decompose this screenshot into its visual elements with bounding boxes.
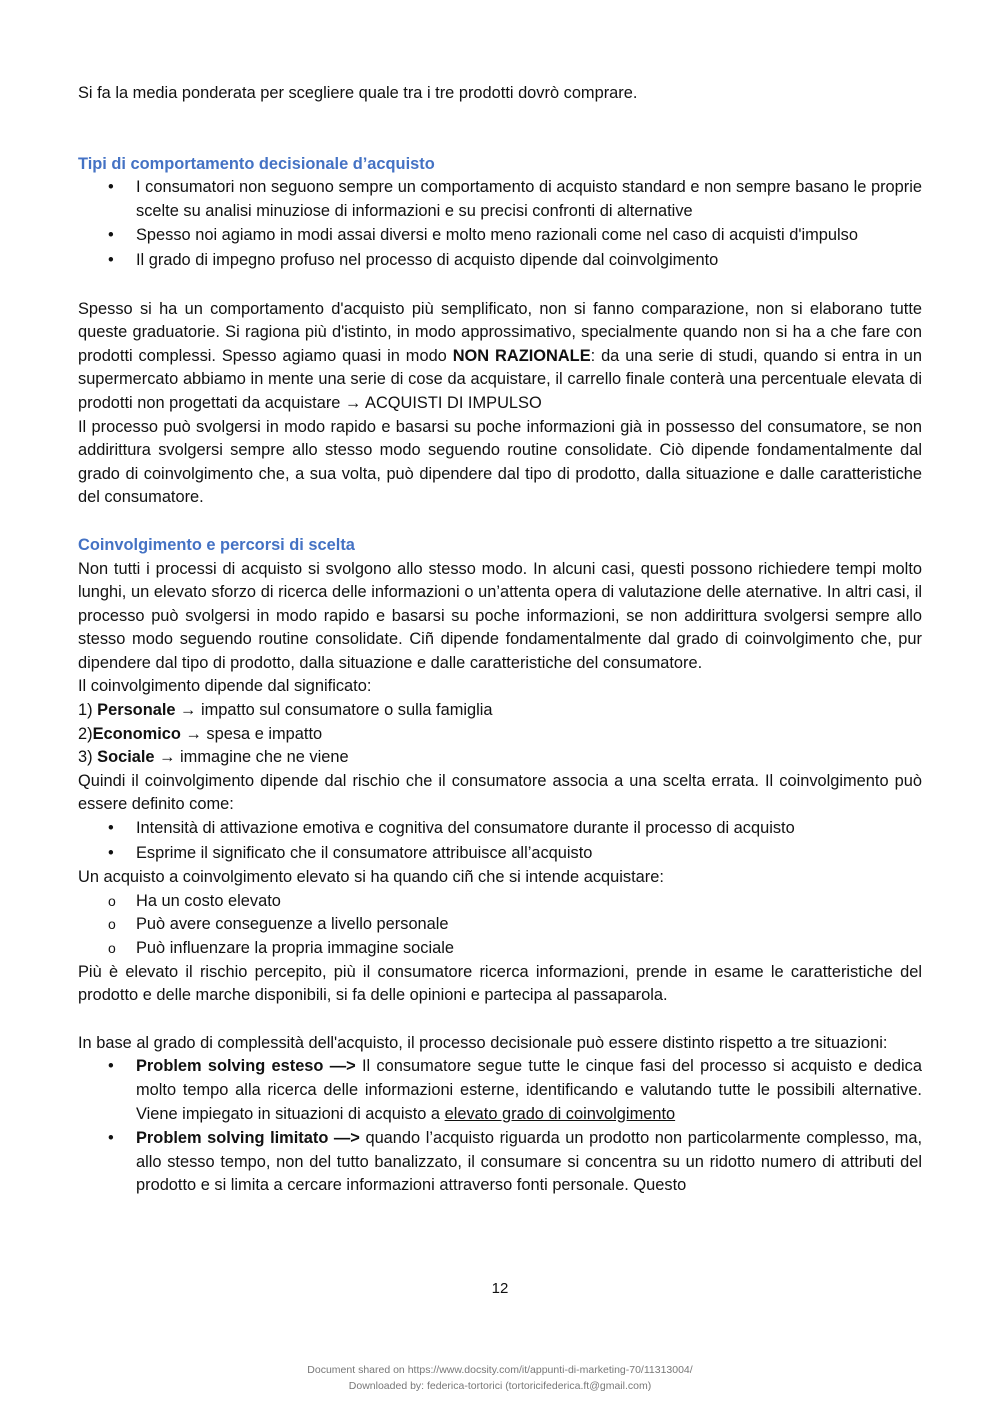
bullet-icon: •: [108, 819, 114, 838]
section-heading-involvement: Coinvolgimento e percorsi di scelta: [78, 535, 355, 554]
risk-paragraph: Quindi il coinvolgimento dipende dal rischio che il consumatore associa a una scelta errata. Il coinvolgimento può essere definito come:: [78, 771, 922, 814]
bullet-icon: •: [108, 226, 114, 245]
list-item: • Intensità di attivazione emotiva e cognitiva del consumatore durante il processo di acquisto: [78, 817, 922, 841]
list-item: • Problem solving limitato —> quando l’acquisto riguarda un prodotto non particolarmente complesso, ma, allo stesso tempo, non del tutto banalizzato, il consumare si concentra su un ridotto numero di attributi del prodotto e si limita a cercare informazioni attraverso fonti personale. Questo: [108, 1129, 923, 1195]
perceived-risk-paragraph: Più è elevato il rischio percepito, più il consumatore ricerca informazioni, prende in esame le caratteristiche del prodotto e delle marche disponibili, si fa delle opinioni e partecipa al passaparola.: [78, 962, 922, 1005]
bullet-icon: •: [108, 843, 114, 862]
bullet-icon: •: [108, 1057, 114, 1076]
circle-bullet-icon: o: [108, 940, 116, 956]
complexity-paragraph: In base al grado di complessità dell'acquisto, il processo decisionale può essere distinto rispetto a tre situazioni:: [78, 1033, 888, 1052]
impulse-paragraph: Spesso si ha un comportamento d'acquisto più semplificato, non si fanno comparazione, non si elaborano tutte queste graduatorie. Si ragiona più d'istinto, in modo approssimativo, specialmente quando non si ha a che fare con prodotti complessi. Spesso agiamo quasi in modo NON RAZIONALE: da una serie di studi, quando si entra in un supermercato abbiamo in mente una serie di cose da acquistare, il carrello finale conterà una percentuale elevata di prodotti non progettati da acquistare → ACQUISTI DI IMPULSO: [78, 299, 922, 412]
bullet-icon: •: [108, 250, 114, 269]
intro-paragraph: Si fa la media ponderata per scegliere quale tra i tre prodotti dovrò comprare.: [78, 84, 638, 102]
page-number: 12: [491, 1280, 509, 1297]
definitions-list: [78, 817, 922, 865]
list-item: • I consumatori non seguono sempre un comportamento di acquisto standard e non sempre basano le proprie scelte su analisi minuziose di informazioni e su precisi confronti di alternative: [108, 178, 922, 220]
circle-bullet-icon: o: [108, 916, 116, 933]
high-involvement-list: [78, 890, 922, 961]
section-heading-decision-types: Tipi di comportamento decisionale d’acquisto: [78, 154, 435, 173]
routine-paragraph: Il processo può svolgersi in modo rapido e basarsi su poche informazioni già in possesso del consumatore, se non addirittura svolgersi sempre allo stesso modo seguendo routine consolidate. Ciò dipende fondamentalmente dal grado di coinvolgimento che, a sua volta, può dipendere dal tipo di prodotto, dalla situazione e dalle caratteristiche del consumatore.: [78, 417, 922, 507]
meaning-item: 3) Sociale → immagine che ne viene: [78, 748, 349, 767]
footer-shared-line: Document shared on https://www.docsity.com/it/appunti-di-marketing-70/11313004/: [307, 1364, 693, 1376]
document-page: [78, 82, 922, 1199]
list-item: o Ha un costo elevato: [78, 890, 922, 914]
bullet-icon: •: [108, 1129, 114, 1148]
footer: [0, 1362, 1000, 1394]
circle-bullet-icon: o: [108, 892, 116, 909]
list-item: • Problem solving esteso —> Il consumatore segue tutte le cinque fasi del processo si acquisto e dedica molto tempo alla ricerca delle informazioni esterne, identificando e valutando tutte le possibili alternative. Viene impiegato in situazioni di acquisto a elevato grado di coinvolgimento: [108, 1057, 922, 1123]
involvement-paragraph: Non tutti i processi di acquisto si svolgono allo stesso modo. In alcuni casi, questi possono richiedere tempi molto lunghi, un elevato sforzo di ricerca delle informazioni o un’attenta opera di valutazione delle aternative. In altri casi, il processo può svolgersi in modo rapido e basarsi su poche informazioni, se non addirittura svolgersi sempre allo stesso modo seguendo routine consolidate. Ciñ dipende fondamentalmente dal grado di coinvolgimento che, pur dipendere dal tipo di prodotto, dalla situazione e dalle caratteristiche del consumatore.: [78, 559, 922, 672]
non-rational-emphasis: NON RAZIONALE: [452, 346, 591, 365]
decision-types-list: [78, 176, 922, 272]
list-item: o Può avere conseguenze a livello personale: [78, 913, 922, 937]
meaning-item: 1) Personale → impatto sul consumatore o sulla famiglia: [78, 701, 493, 720]
bullet-icon: •: [108, 178, 114, 197]
list-item: • Esprime il significato che il consumatore attribuisce all’acquisto: [78, 842, 922, 866]
list-item: • Il grado di impegno profuso nel processo di acquisto dipende dal coinvolgimento: [78, 249, 922, 273]
meaning-intro: Il coinvolgimento dipende dal significato:: [78, 677, 372, 696]
list-item: • Spesso noi agiamo in modi assai diversi e molto meno razionali come nel caso di acquisti d'impulso: [78, 224, 922, 248]
high-involvement-intro: Un acquisto a coinvolgimento elevato si ha quando ciñ che si intende acquistare:: [78, 868, 664, 887]
list-item: o Può influenzare la propria immagine sociale: [78, 937, 922, 961]
situations-list: [78, 1055, 922, 1198]
meaning-item: 2)Economico → spesa e impatto: [78, 724, 323, 743]
footer-downloaded-line: Downloaded by: federica-tortorici (tortoricifederica.ft@gmail.com): [348, 1380, 652, 1392]
underlined-text: elevato grado di coinvolgimento: [444, 1104, 676, 1123]
